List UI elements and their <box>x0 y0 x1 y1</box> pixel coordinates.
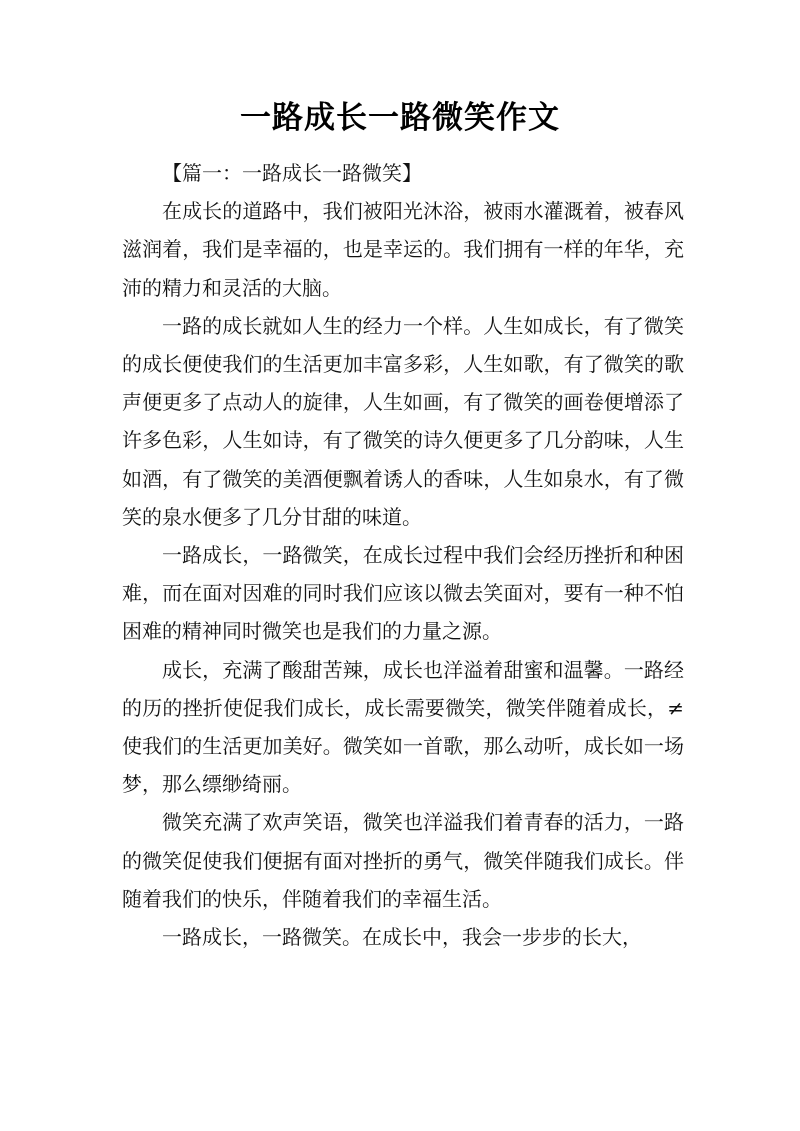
paragraph: 成长，充满了酸甜苦辣，成长也洋溢着甜蜜和温馨。一路经的历的挫折使促我们成长，成长需要微笑，微笑伴随着成长，≠使我们的生活更加美好。微笑如一首歌，那么动听，成长如一场梦，那么缥缈绮丽。 <box>122 657 684 797</box>
section-heading: 【篇一：一路成长一路微笑】 <box>162 161 422 185</box>
paragraph: 一路的成长就如人生的经力一个样。人生如成长，有了微笑的成长便使我们的生活更加丰富多彩，人生如歌，有了微笑的歌声便更多了点动人的旋律，人生如画，有了微笑的画卷便增添了许多色彩，人生如诗，有了微笑的诗久便更多了几分韵味，人生如酒，有了微笑的美酒便飘着诱人的香味，人生如泉水，有了微笑的泉水便多了几分甘甜的味道。 <box>122 313 684 529</box>
paragraph: 一路成长，一路微笑，在成长过程中我们会经历挫折和种困难，而在面对因难的同时我们应该以微去笑面对，要有一种不怕困难的精神同时微笑也是我们的力量之源。 <box>122 543 684 644</box>
paragraph: 微笑充满了欢声笑语，微笑也洋溢我们着青春的活力，一路的微笑促使我们便据有面对挫折的勇气，微笑伴随我们成长。伴随着我们的快乐，伴随着我们的幸福生活。 <box>122 810 684 911</box>
paragraph: 在成长的道路中，我们被阳光沐浴，被雨水灌溉着，被春风滋润着，我们是幸福的，也是幸运的。我们拥有一样的年华，充沛的精力和灵活的大脑。 <box>122 199 684 300</box>
paragraph: 一路成长，一路微笑。在成长中，我会一步步的长大， <box>162 925 642 950</box>
document-body <box>122 154 684 956</box>
document-title: 一路成长一路微笑作文 <box>240 100 560 136</box>
